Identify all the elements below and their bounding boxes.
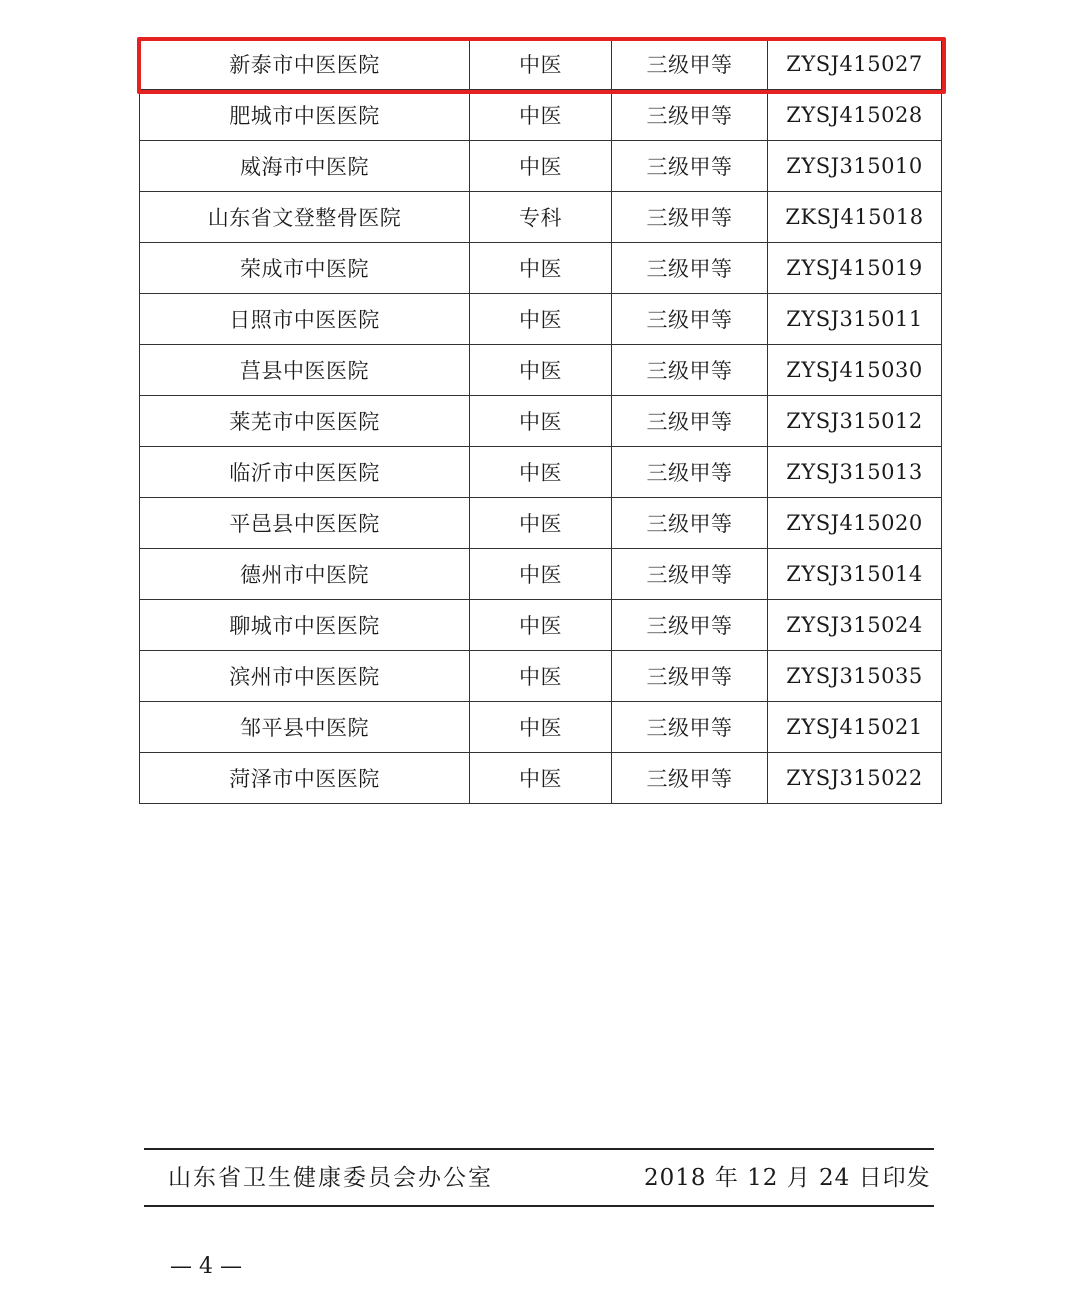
hospital-type-cell: 中医 bbox=[470, 141, 612, 192]
hospital-name-cell: 临沂市中医医院 bbox=[140, 447, 470, 498]
hospital-grade-cell: 三级甲等 bbox=[612, 141, 768, 192]
hospital-name-cell: 滨州市中医医院 bbox=[140, 651, 470, 702]
hospital-name-cell: 肥城市中医医院 bbox=[140, 90, 470, 141]
hospital-code-cell: ZYSJ415020 bbox=[768, 498, 942, 549]
hospital-code-cell: ZYSJ415028 bbox=[768, 90, 942, 141]
hospital-name-cell: 日照市中医医院 bbox=[140, 294, 470, 345]
table-row bbox=[140, 90, 942, 141]
hospital-name-cell: 菏泽市中医医院 bbox=[140, 753, 470, 804]
hospital-name-cell: 莱芜市中医医院 bbox=[140, 396, 470, 447]
hospital-type-cell: 中医 bbox=[470, 600, 612, 651]
table-row bbox=[140, 549, 942, 600]
table-row bbox=[140, 498, 942, 549]
hospital-grade-cell: 三级甲等 bbox=[612, 192, 768, 243]
hospital-grade-cell: 三级甲等 bbox=[612, 702, 768, 753]
hospital-code-cell: ZYSJ415027 bbox=[768, 39, 942, 90]
hospital-grade-cell: 三级甲等 bbox=[612, 753, 768, 804]
table-row bbox=[140, 243, 942, 294]
hospital-type-cell: 中医 bbox=[470, 753, 612, 804]
hospital-type-cell: 中医 bbox=[470, 702, 612, 753]
hospital-type-cell: 中医 bbox=[470, 294, 612, 345]
hospital-type-cell: 中医 bbox=[470, 651, 612, 702]
table-row bbox=[140, 39, 942, 90]
hospital-grade-cell: 三级甲等 bbox=[612, 447, 768, 498]
hospital-table bbox=[139, 38, 942, 804]
table-row bbox=[140, 294, 942, 345]
hospital-code-cell: ZKSJ415018 bbox=[768, 192, 942, 243]
table-row bbox=[140, 447, 942, 498]
hospital-code-cell: ZYSJ415030 bbox=[768, 345, 942, 396]
hospital-type-cell: 中医 bbox=[470, 498, 612, 549]
hospital-grade-cell: 三级甲等 bbox=[612, 651, 768, 702]
hospital-type-cell: 中医 bbox=[470, 447, 612, 498]
hospital-grade-cell: 三级甲等 bbox=[612, 243, 768, 294]
footer-issuer: 山东省卫生健康委员会办公室 bbox=[168, 1165, 493, 1191]
table-row bbox=[140, 396, 942, 447]
hospital-code-cell: ZYSJ315013 bbox=[768, 447, 942, 498]
hospital-grade-cell: 三级甲等 bbox=[612, 498, 768, 549]
hospital-table-body bbox=[140, 39, 942, 804]
hospital-code-cell: ZYSJ315012 bbox=[768, 396, 942, 447]
table-row bbox=[140, 600, 942, 651]
hospital-code-cell: ZYSJ415019 bbox=[768, 243, 942, 294]
table-row bbox=[140, 651, 942, 702]
hospital-code-cell: ZYSJ315010 bbox=[768, 141, 942, 192]
hospital-code-cell: ZYSJ315024 bbox=[768, 600, 942, 651]
hospital-grade-cell: 三级甲等 bbox=[612, 90, 768, 141]
table-row bbox=[140, 192, 942, 243]
hospital-type-cell: 中医 bbox=[470, 396, 612, 447]
hospital-code-cell: ZYSJ315035 bbox=[768, 651, 942, 702]
hospital-type-cell: 中医 bbox=[470, 243, 612, 294]
hospital-code-cell: ZYSJ315011 bbox=[768, 294, 942, 345]
hospital-code-cell: ZYSJ315014 bbox=[768, 549, 942, 600]
page-number: — 4 — bbox=[170, 1254, 242, 1279]
footer-rule-bottom bbox=[144, 1205, 934, 1207]
footer-rule-top bbox=[144, 1148, 934, 1150]
hospital-grade-cell: 三级甲等 bbox=[612, 39, 768, 90]
hospital-name-cell: 威海市中医院 bbox=[140, 141, 470, 192]
hospital-grade-cell: 三级甲等 bbox=[612, 345, 768, 396]
hospital-name-cell: 平邑县中医医院 bbox=[140, 498, 470, 549]
table-row bbox=[140, 753, 942, 804]
hospital-grade-cell: 三级甲等 bbox=[612, 600, 768, 651]
table-row bbox=[140, 141, 942, 192]
hospital-grade-cell: 三级甲等 bbox=[612, 294, 768, 345]
table-row bbox=[140, 345, 942, 396]
hospital-type-cell: 中医 bbox=[470, 549, 612, 600]
table-row bbox=[140, 702, 942, 753]
hospital-code-cell: ZYSJ415021 bbox=[768, 702, 942, 753]
hospital-name-cell: 邹平县中医院 bbox=[140, 702, 470, 753]
hospital-type-cell: 专科 bbox=[470, 192, 612, 243]
hospital-grade-cell: 三级甲等 bbox=[612, 396, 768, 447]
hospital-name-cell: 新泰市中医医院 bbox=[140, 39, 470, 90]
hospital-type-cell: 中医 bbox=[470, 345, 612, 396]
hospital-name-cell: 莒县中医医院 bbox=[140, 345, 470, 396]
hospital-code-cell: ZYSJ315022 bbox=[768, 753, 942, 804]
hospital-name-cell: 德州市中医院 bbox=[140, 549, 470, 600]
hospital-name-cell: 荣成市中医院 bbox=[140, 243, 470, 294]
footer-date: 2018 年 12 月 24 日印发 bbox=[644, 1165, 931, 1191]
hospital-type-cell: 中医 bbox=[470, 90, 612, 141]
hospital-type-cell: 中医 bbox=[470, 39, 612, 90]
hospital-name-cell: 山东省文登整骨医院 bbox=[140, 192, 470, 243]
hospital-grade-cell: 三级甲等 bbox=[612, 549, 768, 600]
hospital-name-cell: 聊城市中医医院 bbox=[140, 600, 470, 651]
